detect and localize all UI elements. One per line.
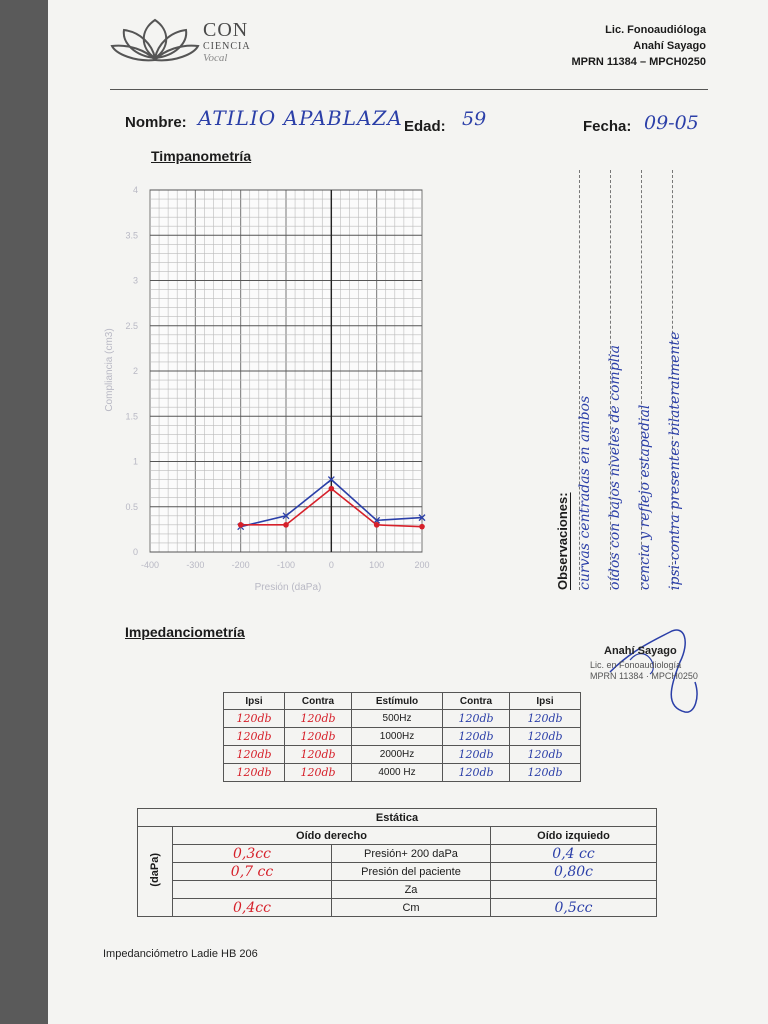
column-header: Ipsi [510, 693, 581, 710]
impedanciometria-title: Impedanciometría [125, 624, 245, 640]
y-tick-label: 2.5 [125, 320, 138, 331]
table-cell: 120db [285, 764, 352, 782]
table-cell: 0,3cc [173, 845, 332, 863]
signature-name: Anahí Sayago [604, 645, 677, 657]
table-cell: Presión+ 200 daPa [332, 845, 491, 863]
column-header: Contra [443, 693, 510, 710]
table-cell: 0,5cc [491, 899, 657, 917]
logo-wordmark [203, 20, 251, 64]
practitioner-header [571, 22, 706, 70]
table-row [138, 863, 657, 881]
x-tick-label: -300 [186, 560, 205, 570]
x-tick-label: -400 [140, 560, 160, 570]
table-cell: 120db [510, 746, 581, 764]
table-cell: 0,80c [491, 863, 657, 881]
table-cell [491, 881, 657, 899]
x-tick-label: -200 [231, 560, 250, 570]
y-tick-label: 3.5 [125, 230, 138, 241]
column-header: Estímulo [352, 693, 443, 710]
table-cell: 120db [443, 728, 510, 746]
column-header: Ipsi [224, 693, 285, 710]
device-footer: Impedanciómetro Ladie HB 206 [103, 948, 258, 960]
y-axis-label: Compliancia (cm3) [104, 328, 115, 412]
y-tick-label: 3 [132, 275, 138, 286]
observation-line-1: curvas centradas en ambos [577, 395, 593, 590]
table-header-row [224, 693, 581, 710]
table-header-row [138, 809, 657, 827]
signature-registration: MPRN 11384 · MPCH0250 [590, 671, 698, 681]
table-row [138, 881, 657, 899]
table-cell: Cm [332, 899, 491, 917]
x-tick-label: -100 [276, 560, 296, 570]
y-tick-label: 4 [132, 185, 138, 195]
left-ear-header: Oído derecho [173, 827, 491, 845]
x-tick-label: 200 [414, 560, 430, 570]
practitioner-registration: MPRN 11384 – MPCH0250 [571, 56, 706, 68]
table-row [138, 899, 657, 917]
estatica-table [137, 808, 657, 917]
column-header: Contra [285, 693, 352, 710]
table-cell: 120db [285, 728, 352, 746]
table-cell: 120db [510, 764, 581, 782]
estatica-title: Estática [138, 809, 657, 827]
x-tick-label: 0 [328, 560, 334, 570]
data-point [329, 486, 335, 492]
timpanometria-title: Timpanometría [151, 148, 252, 164]
impedanciometria-table [223, 692, 581, 782]
age-value: 59 [462, 108, 487, 130]
table-row [138, 845, 657, 863]
table-cell: 120db [443, 764, 510, 782]
table-cell: 120db [285, 710, 352, 728]
table-cell: 120db [285, 746, 352, 764]
data-point [283, 522, 289, 528]
date-label: Fecha: [583, 118, 632, 135]
signature-stamp [590, 660, 698, 682]
y-tick-label: 2 [132, 366, 138, 376]
unit-cell [138, 827, 173, 917]
table-row [224, 746, 581, 764]
data-point [374, 522, 380, 528]
logo-line-3: Vocal [203, 52, 228, 64]
observation-line-2: oídos con bajos niveles de complia [607, 345, 623, 590]
practitioner-name: Anahí Sayago [633, 40, 706, 52]
table-cell [173, 881, 332, 899]
logo-line-1: CON [203, 19, 249, 41]
header-divider [110, 89, 708, 90]
name-label: Nombre: [125, 114, 187, 131]
observation-line-3: cencia y reflejo estapedial [637, 404, 653, 590]
table-cell: 120db [224, 764, 285, 782]
table-cell: 120db [510, 728, 581, 746]
observation-line-4: ipsi-contra presentes bilateralmente [667, 331, 683, 590]
data-point [419, 524, 425, 530]
table-row [224, 764, 581, 782]
table-cell: 4000 Hz [352, 764, 443, 782]
table-cell: 120db [224, 728, 285, 746]
observaciones-label: Observaciones: [555, 492, 570, 590]
y-tick-label: 1 [132, 456, 138, 467]
table-cell: 1000Hz [352, 728, 443, 746]
table-cell: 500Hz [352, 710, 443, 728]
y-tick-label: 0 [132, 547, 138, 557]
table-row [224, 728, 581, 746]
name-value: ATILIO APABLAZA [198, 106, 403, 130]
signature-title: Lic. en Fonoaudiología [590, 660, 682, 670]
x-axis-label: Presión (daPa) [254, 582, 322, 593]
table-cell: 120db [443, 710, 510, 728]
practitioner-title: Lic. Fonoaudióloga [605, 24, 706, 36]
table-cell: 0,4 cc [491, 845, 657, 863]
tympanogram-chart [100, 180, 440, 595]
table-cell: 0,4cc [173, 899, 332, 917]
table-row [224, 710, 581, 728]
table-cell: 120db [224, 710, 285, 728]
table-header-row [138, 827, 657, 845]
right-ear-header: Oído izquiedo [491, 827, 657, 845]
table-cell: 2000Hz [352, 746, 443, 764]
observaciones-panel [555, 160, 695, 590]
age-label: Edad: [404, 118, 446, 135]
x-tick-label: 100 [369, 560, 385, 570]
table-cell: Za [332, 881, 491, 899]
table-cell: 120db [443, 746, 510, 764]
table-cell: 120db [510, 710, 581, 728]
lotus-logo-icon [110, 18, 200, 68]
y-tick-label: 1.5 [125, 411, 138, 422]
data-point [238, 522, 244, 528]
logo-line-2: CIENCIA [203, 41, 251, 52]
unit-label: (daPa) [149, 853, 161, 887]
table-cell: 120db [224, 746, 285, 764]
date-value: 09-05 [644, 112, 699, 134]
table-cell: 0,7 cc [173, 863, 332, 881]
y-tick-label: 0.5 [125, 501, 138, 512]
table-cell: Presión del paciente [332, 863, 491, 881]
